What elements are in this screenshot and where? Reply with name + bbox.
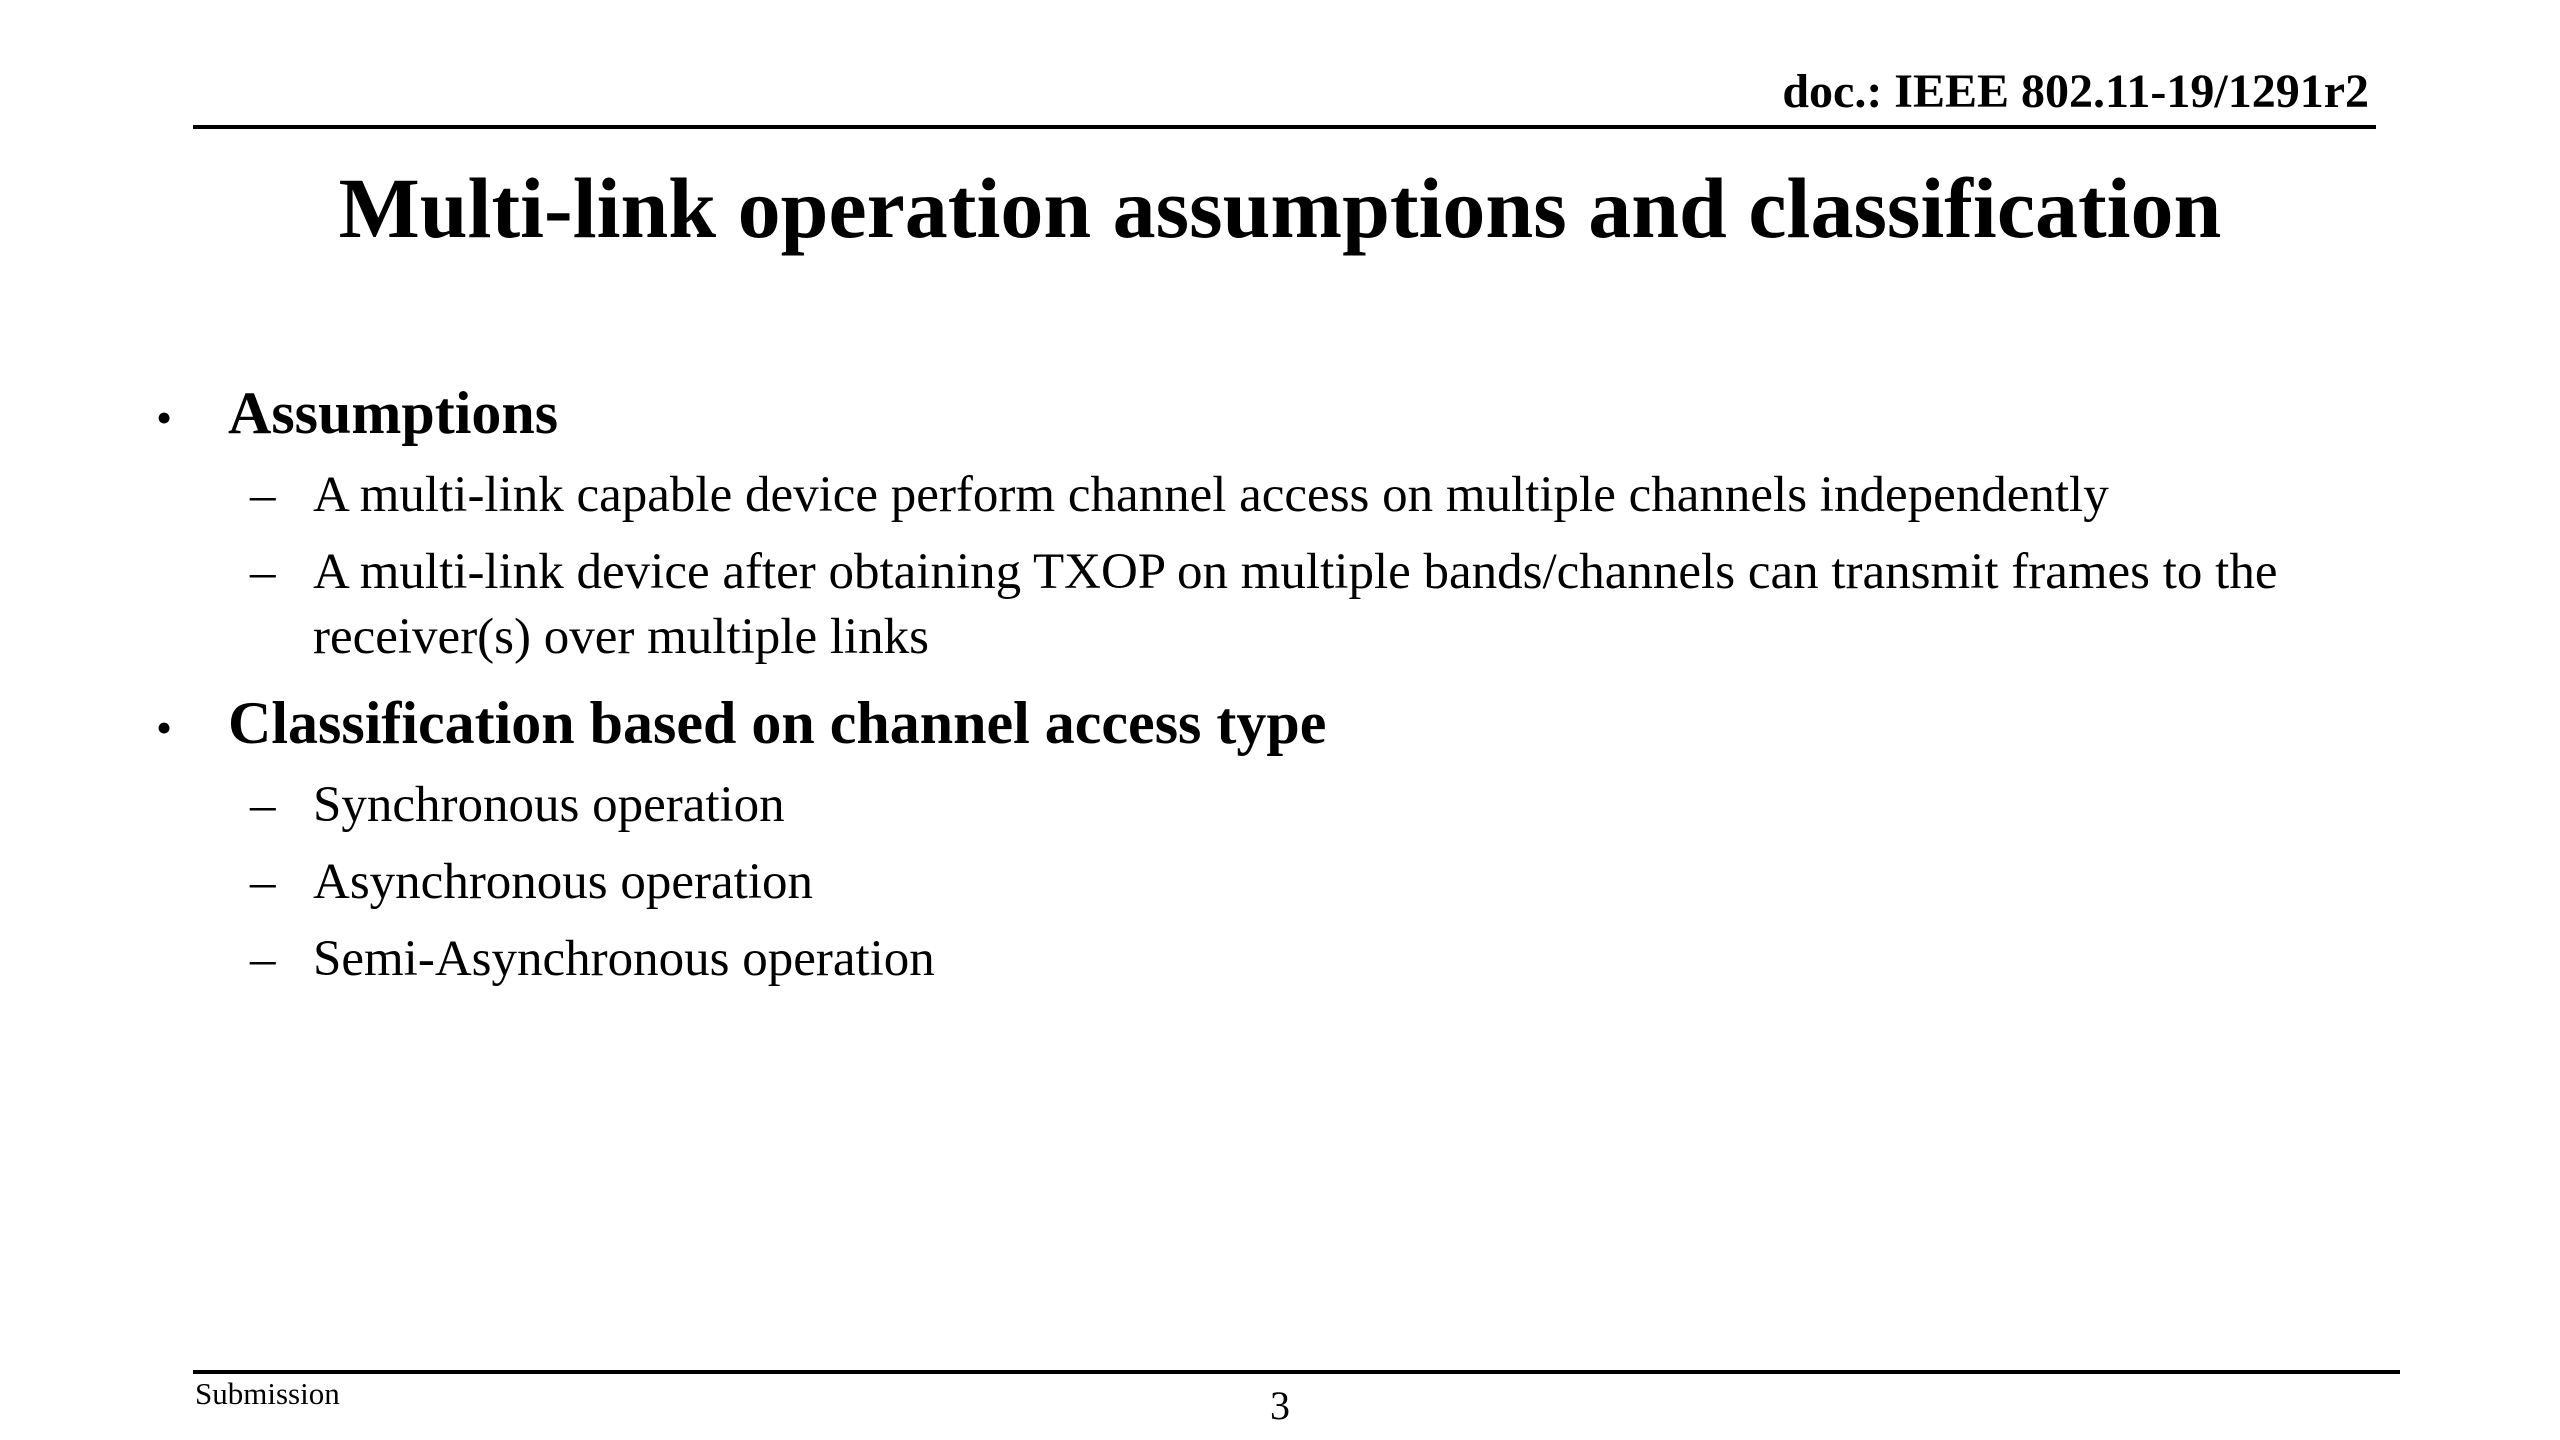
dash-icon: –: [250, 544, 276, 600]
sub-bullet-text: Synchronous operation: [313, 777, 785, 833]
page-number: 3: [1270, 1383, 1290, 1428]
header-divider: [193, 125, 2376, 129]
dash-icon: –: [250, 777, 276, 833]
bullet-icon: •: [156, 392, 173, 443]
sub-bullet-text: A multi-link device after obtaining TXOP on multiple bands/channels can transmit frames to the receiver(s) over multiple links: [313, 544, 2278, 665]
dash-icon: –: [250, 467, 276, 523]
bullet-icon: •: [156, 702, 173, 753]
sub-bullet: [150, 927, 2390, 992]
dash-icon: –: [250, 854, 276, 910]
sub-bullet: [150, 463, 2390, 528]
document-id: doc.: IEEE 802.11-19/1291r2: [1782, 65, 2369, 118]
sub-bullet: [150, 773, 2390, 838]
bullet-heading: Assumptions: [228, 380, 559, 446]
footer-divider: [193, 1370, 2400, 1374]
bullet-classification: [150, 688, 2390, 763]
sub-bullet-text: Asynchronous operation: [313, 854, 813, 910]
slide-body: [150, 378, 2390, 992]
dash-icon: –: [250, 931, 276, 987]
bullet-assumptions: [150, 378, 2390, 453]
sub-bullet: [150, 850, 2390, 915]
footer-submission-label: Submission: [195, 1376, 340, 1411]
sub-bullet-text: Semi-Asynchronous operation: [313, 931, 935, 987]
sub-bullet-text: A multi-link capable device perform channel access on multiple channels independently: [313, 467, 2109, 523]
bullet-heading: Classification based on channel access type: [228, 690, 1327, 756]
slide-title: Multi-link operation assumptions and classification: [338, 160, 2222, 256]
sub-bullet: [150, 540, 2390, 670]
